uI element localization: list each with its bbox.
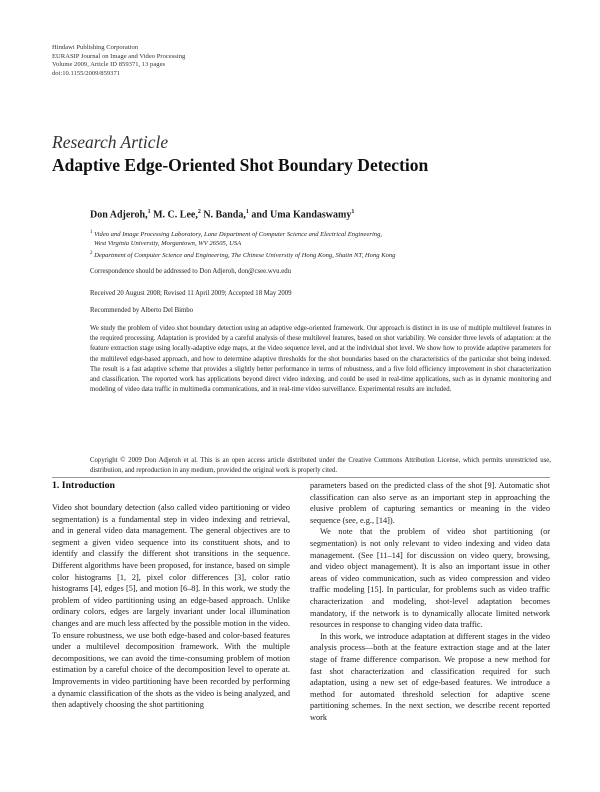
paragraph: We note that the problem of video shot partitioning (or segmentation) is not only relevant to video indexing and video data management. (See [11–14] for discussion on video query, browsing, and video object management). It is also an important issue in other areas of video communication, such as video compression and video traffic modeling [15]. In particular, for problems such as video traffic characterization and modeling, shot-level adaptation becomes mandatory, if the network is to dynamically allocate limited network resources in response to changing video data traffic. — [310, 527, 550, 630]
affil-line: Department of Computer Science and Engineering, The Chinese University of Hong Kong, Shatin NT, Hong Kong — [92, 252, 396, 260]
author-name: N. Banda, — [200, 209, 246, 221]
volume-info: Volume 2009, Article ID 859371, 13 pages — [52, 61, 166, 69]
author-affil-mark: 1 — [351, 209, 355, 215]
author-affil-mark: 2 — [197, 209, 201, 215]
paragraph: parameters based on the predicted class of the shot [9]. Automatic shot classification can also serve as an important step in approaching the elusive problem of capturing semantics or meaning in the video sequence (see, e.g., [14]). — [310, 481, 550, 525]
affiliation-1 — [90, 229, 560, 248]
journal-header — [52, 44, 185, 78]
article-type: Research Article — [52, 132, 169, 152]
received-dates: Received 20 August 2008; Revised 11 April 2009; Accepted 18 May 2009 — [90, 290, 292, 297]
affil-number: 1 — [90, 230, 93, 235]
affiliation-2 — [90, 250, 560, 261]
author-list — [90, 209, 354, 220]
affil-number: 2 — [90, 251, 93, 256]
affil-line: West Virginia University, Morgantown, WV 26505, USA — [94, 239, 242, 247]
column-right — [310, 480, 550, 723]
section-divider — [52, 477, 550, 478]
abstract: We study the problem of video shot boundary detection using an adaptive edge-oriented framework. Our approach is distinct in its use of multiple multilevel features in the required processing. Adaptation is provided by a careful analysis of these multilevel features, based on shot variability. We consider three levels of adaptation: at the feature extraction stage using locally-adaptive edge maps, at the video sequence level, and at the individual shot level. We show how to provide adaptive parameters for the multilevel edge-based approach, and how to determine adaptive thresholds for the shot boundaries based on the characteristics of the particular shot being indexed. The result is a fast adaptive scheme that provides a slightly better performance in terms of robustness, and a five fold efficiency improvement in shot characterization and classification. The reported work has applications beyond direct video indexing, and could be used in real-time applications, such as in dynamic monitoring and modeling of video data traffic in multimedia communications, and in real-time video surveillance. Experimental results are included. — [90, 325, 551, 394]
paper-title: Adaptive Edge-Oriented Shot Boundary Detection — [52, 155, 429, 175]
copyright-notice: Copyright © 2009 Don Adjeroh et al. This is an open access article distributed under the Creative Commons Attribution License, which permits unrestricted use, distribution, and reproduction in any medium, provided the original work is properly cited. — [90, 457, 551, 475]
journal-name: EURASIP Journal on Image and Video Processing — [52, 52, 186, 60]
author-affil-mark: 1 — [147, 209, 151, 215]
section-heading-introduction: 1. Introduction — [52, 480, 115, 491]
author-affil-mark: 1 — [245, 209, 249, 215]
column-left — [52, 502, 290, 711]
author-name: M. C. Lee, — [150, 209, 198, 221]
affil-line: Video and Image Processing Laboratory, Lane Department of Computer Science and Electrical Engineering, — [92, 231, 383, 239]
author-name: and Uma Kandaswamy — [248, 209, 352, 221]
publisher-name: Hindawi Publishing Corporation — [52, 44, 139, 51]
recommended-by: Recommended by Alberto Del Bimbo — [90, 307, 194, 314]
author-name: Don Adjeroh, — [90, 209, 148, 221]
paragraph: Video shot boundary detection (also called video partitioning or video segmentation) is a fundamental step in video indexing and retrieval, and in general video data management. The general objectives are to segment a given video sequence into its constituent shots, and to identify and classify the different shot transitions in the sequence. Different algorithms have been proposed, for instance, based on simple color histograms [1, 2], pixel color differences [3], color ratio histograms [4], edges [5], and motion [6–8]. In this work, we study the problem of video partitioning using an edge-based approach. Unlike ordinary colors, edges are largely invariant under local illumination changes and are much less affected by the possible motion in the video. To ensure robustness, we use both edge-based and color-based features under a multilevel decomposition framework. With the multiple decompositions, we can avoid the time-consuming problem of motion estimation by a careful choice of the decomposition level to operate at. Improvements in video partitioning have been recorded by performing a dynamic classification of the shots as the video is being analyzed, and then adaptively choosing the shot partitioning — [52, 503, 291, 710]
paragraph: In this work, we introduce adaptation at different stages in the video analysis process—both at the feature extraction stage and at the later stage of frame difference comparison. We propose a new method for fast shot characterization and classification required for such adaptation, using a new set of edge-based features. We introduce a method for automated threshold selection for adaptive scene partitioning schemes. In the next section, we describe recent reported work — [310, 631, 550, 722]
doi[interactable]: doi:10.1155/2009/859371 — [52, 69, 121, 77]
correspondence: Correspondence should be addressed to Don Adjeroh, don@csee.wvu.edu — [90, 268, 292, 275]
